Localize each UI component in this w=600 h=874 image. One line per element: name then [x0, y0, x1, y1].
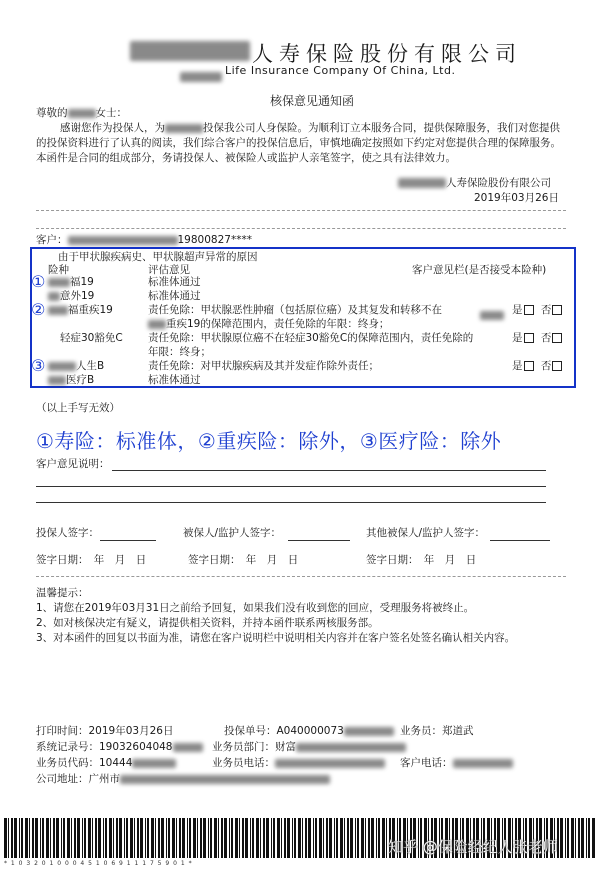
barcode-bar	[578, 818, 580, 858]
marker-1: ①	[31, 272, 46, 291]
barcode-bar	[130, 818, 133, 858]
barcode-digits: * 1 0 3 2 0 1 0 0 0 4 5 1 0 6 9 1 1 1 7 5 9 0 1 *	[4, 860, 193, 867]
barcode-bar	[305, 818, 307, 858]
opinion-line-3[interactable]	[36, 502, 546, 503]
barcode-bar	[382, 818, 385, 858]
barcode-bar	[50, 818, 51, 858]
watermark-zhihu: 知乎 @保险经纪人张老师	[388, 838, 558, 856]
customer-phone: 客户电话：	[400, 756, 513, 771]
barcode-bar	[365, 818, 366, 858]
barcode-bar	[287, 818, 290, 858]
barcode-bar	[292, 818, 293, 858]
barcode-bar	[361, 818, 364, 858]
row-product: 福19	[48, 275, 94, 290]
yes-checkbox[interactable]	[524, 333, 534, 343]
other-sign-label: 其他被保人/监护人签字：	[366, 527, 486, 539]
barcode-bar	[25, 818, 28, 858]
barcode-bar	[161, 818, 164, 858]
barcode-bar	[294, 818, 296, 858]
barcode-bar	[323, 818, 324, 858]
customer-opinion-label: 客户意见说明：	[36, 458, 110, 470]
sign-date-1: 签字日期： 年 月 日	[36, 554, 147, 566]
barcode-bar	[592, 818, 595, 858]
barcode-bar	[260, 818, 261, 858]
row-opinion: 标准体通过	[148, 374, 201, 386]
barcode-bar	[344, 818, 345, 858]
barcode-bar	[4, 818, 7, 858]
signature-company: 人寿保险股份有限公司	[398, 176, 551, 191]
barcode-bar	[277, 818, 280, 858]
letter-body: 感谢您作为投保人，为 投保我公司人身保险。为顺利订立本服务合同，提供保障服务，我们对您提供的投保资料进行了认真的阅读，我们综合客户的投保信息后，审慎地确定按照如下约定对您提供合理的保障服务。本函件是合同的组成部分，务请投保人、被保险人或监护人亲笔签字，使之具有法律效力。	[36, 122, 561, 164]
row-choice: 是 否	[512, 359, 562, 374]
divider-top	[36, 210, 566, 211]
handwritten-note: （以上手写无效）	[36, 402, 120, 414]
tips-title: 温馨提示：	[36, 587, 89, 599]
insured-sign-label: 被保人/监护人签字：	[183, 527, 282, 539]
barcode-bar	[88, 818, 91, 858]
barcode-bar	[571, 818, 574, 858]
barcode-bar	[336, 818, 338, 858]
barcode-bar	[35, 818, 38, 858]
barcode-bar	[168, 818, 170, 858]
barcode-bar	[588, 818, 590, 858]
barcode-bar	[208, 818, 209, 858]
row-opinion: 责任免除：对甲状腺疾病及其并发症作除外责任；	[148, 360, 379, 372]
barcode-bar	[357, 818, 359, 858]
opinion-line-1[interactable]	[112, 470, 546, 471]
barcode-bar	[155, 818, 156, 858]
barcode-bar	[334, 818, 335, 858]
barcode-bar	[116, 818, 118, 858]
barcode-bar	[193, 818, 196, 858]
no-checkbox[interactable]	[552, 361, 562, 371]
other-sign-line[interactable]	[490, 540, 550, 541]
barcode-bar	[61, 818, 62, 858]
insured-sign-line[interactable]	[288, 540, 350, 541]
barcode-bar	[19, 818, 20, 858]
row-product: 人生B	[48, 359, 104, 374]
barcode-bar	[355, 818, 356, 858]
barcode-bar	[273, 818, 275, 858]
table-reason: 由于甲状腺疾病史、甲状腺超声异常的原因	[58, 251, 258, 263]
barcode-bar	[197, 818, 198, 858]
divider-3	[36, 576, 566, 577]
signature-date: 2019年03月26日	[474, 192, 559, 204]
barcode-bar	[189, 818, 191, 858]
row-opinion: 责任免除：甲状腺恶性肿瘤（包括原位癌）及其复发和转移不在	[148, 304, 442, 316]
barcode-bar	[74, 818, 76, 858]
barcode-bar	[151, 818, 154, 858]
barcode-bar	[14, 818, 17, 858]
barcode-bar	[340, 818, 343, 858]
barcode-bar	[586, 818, 587, 858]
barcode-bar	[313, 818, 314, 858]
agent-name: 业务员：郑道武	[400, 725, 474, 737]
barcode-bar	[140, 818, 143, 858]
barcode-bar	[347, 818, 349, 858]
system-record-no: 系统记录号：19032604048	[36, 740, 203, 755]
barcode-bar	[63, 818, 65, 858]
company-address: 公司地址：广州市	[36, 772, 330, 787]
barcode-bar	[308, 818, 311, 858]
barcode-bar	[105, 818, 107, 858]
col-header-kind: 险种	[48, 264, 69, 276]
company-logo-blur	[130, 40, 250, 61]
sign-date-3: 签字日期： 年 月 日	[366, 554, 477, 566]
marker-3: ③	[31, 356, 46, 375]
barcode-bar	[326, 818, 328, 858]
barcode-bar	[134, 818, 135, 858]
barcode-bar	[371, 818, 374, 858]
barcode-bar	[329, 818, 332, 858]
barcode-bar	[239, 818, 240, 858]
no-checkbox[interactable]	[552, 305, 562, 315]
agent-phone: 业务员电话：	[212, 756, 385, 771]
barcode-bar	[224, 818, 227, 858]
no-checkbox[interactable]	[552, 333, 562, 343]
barcode-bar	[210, 818, 212, 858]
barcode-bar	[302, 818, 303, 858]
barcode-bar	[119, 818, 122, 858]
barcode-bar	[386, 818, 387, 858]
tip-item: 2、如对核保决定有疑义，请提供相关资料，并持本函件联系两核服务部。	[36, 617, 379, 629]
barcode-bar	[235, 818, 238, 858]
barcode-bar	[42, 818, 44, 858]
row-opinion-line2: 重疾19的保障范围内，责任免除的年限：终身；	[148, 317, 389, 332]
barcode-bar	[281, 818, 282, 858]
barcode-bar	[252, 818, 254, 858]
barcode-bar	[77, 818, 80, 858]
barcode-bar	[378, 818, 380, 858]
row-choice: 是 否	[512, 303, 562, 318]
tip-item: 1、请您在2019年03月31日之前给予回复，如果我们没有收到您的回应，受理服务将被终止。	[36, 602, 475, 614]
barcode-bar	[172, 818, 175, 858]
row-product: 轻症30豁免C	[60, 332, 123, 344]
barcode-bar	[124, 818, 125, 858]
barcode-bar	[29, 818, 30, 858]
barcode-bar	[231, 818, 233, 858]
barcode-bar	[166, 818, 167, 858]
barcode-bar	[103, 818, 104, 858]
company-name-cn: 人寿保险股份有限公司	[252, 42, 522, 66]
barcode-bar	[11, 818, 13, 858]
barcode-bar	[245, 818, 248, 858]
applicant-sign-line[interactable]	[100, 540, 156, 541]
barcode-bar	[137, 818, 139, 858]
sign-date-2: 签字日期： 年 月 日	[188, 554, 299, 566]
barcode-bar	[187, 818, 188, 858]
barcode-bar	[256, 818, 259, 858]
row-opinion: 标准体通过	[148, 290, 201, 302]
barcode-bar	[82, 818, 83, 858]
yes-checkbox[interactable]	[524, 361, 534, 371]
barcode-bar	[581, 818, 584, 858]
marker-2: ②	[31, 300, 46, 319]
row-opinion-line2: 年限：终身；	[148, 346, 211, 358]
barcode-bar	[315, 818, 317, 858]
barcode-bar	[263, 818, 265, 858]
divider-2	[36, 228, 566, 229]
company-name-blur-2	[180, 66, 222, 85]
barcode-bar	[126, 818, 128, 858]
agent-code: 业务员代码：10444	[36, 756, 176, 771]
tip-item: 3、对本函件的回复以书面为准，请您在客户说明栏中说明相关内容并在客户签名处签名确认相关内容。	[36, 632, 516, 644]
barcode-bar	[368, 818, 370, 858]
barcode-bar	[56, 818, 59, 858]
company-name-en: Life Insurance Company Of China, Ltd.	[225, 64, 456, 77]
barcode-bar	[575, 818, 576, 858]
col-header-customer: 客户意见栏(是否接受本险种)	[412, 264, 547, 276]
barcode-bar	[46, 818, 49, 858]
barcode-bar	[113, 818, 114, 858]
barcode-bar	[40, 818, 41, 858]
row-product: 医疗B	[48, 373, 94, 388]
barcode-bar	[182, 818, 185, 858]
barcode-bar	[218, 818, 219, 858]
row-opinion: 责任免除：甲状腺原位癌不在轻症30豁免C的保障范围内，责任免除的	[148, 332, 474, 344]
barcode-bar	[98, 818, 101, 858]
barcode-bar	[84, 818, 86, 858]
barcode-bar	[214, 818, 217, 858]
agent-department: 业务员部门：财富	[212, 740, 406, 755]
barcode-bar	[32, 818, 34, 858]
row-opinion-blur	[480, 305, 504, 324]
barcode-bar	[179, 818, 181, 858]
barcode-bar	[567, 818, 569, 858]
barcode-bar	[319, 818, 322, 858]
barcode-bar	[53, 818, 55, 858]
barcode-bar	[284, 818, 286, 858]
barcode-bar	[350, 818, 353, 858]
barcode-bar	[250, 818, 251, 858]
row-product: 意外19	[48, 289, 94, 304]
yes-checkbox[interactable]	[524, 305, 534, 315]
barcode-bar	[242, 818, 244, 858]
annotation-summary: ①寿险：标准体，②重疾险：除外，③医疗险：除外	[36, 429, 502, 453]
barcode-bar	[71, 818, 72, 858]
barcode-bar	[560, 818, 563, 858]
barcode-bar	[147, 818, 149, 858]
barcode-bar	[109, 818, 112, 858]
barcode-bar	[565, 818, 566, 858]
policy-number: 投保单号：A040000073	[224, 724, 394, 739]
barcode-bar	[145, 818, 146, 858]
barcode-bar	[203, 818, 206, 858]
barcode-bar	[92, 818, 93, 858]
barcode-bar	[298, 818, 301, 858]
salutation: 尊敬的 女士：	[36, 107, 127, 119]
barcode-bar	[95, 818, 97, 858]
col-header-opinion: 评估意见	[148, 264, 190, 276]
barcode-bar	[229, 818, 230, 858]
row-choice: 是 否	[512, 331, 562, 346]
letter-title: 核保意见通知函	[270, 94, 355, 108]
print-time: 打印时间：2019年03月26日	[36, 725, 174, 737]
barcode-bar	[200, 818, 202, 858]
row-product: 福重疾19	[48, 303, 113, 318]
barcode-bar	[271, 818, 272, 858]
customer-line: 客户： 19800827****	[36, 234, 252, 246]
barcode-bar	[376, 818, 377, 858]
row-opinion: 标准体通过	[148, 276, 201, 288]
barcode-bar	[266, 818, 269, 858]
opinion-line-2[interactable]	[36, 486, 546, 487]
barcode-bar	[221, 818, 223, 858]
barcode-bar	[67, 818, 70, 858]
barcode-bar	[21, 818, 23, 858]
barcode-bar	[8, 818, 9, 858]
barcode-bar	[176, 818, 177, 858]
barcode-bar	[158, 818, 160, 858]
applicant-sign-label: 投保人签字：	[36, 527, 99, 539]
